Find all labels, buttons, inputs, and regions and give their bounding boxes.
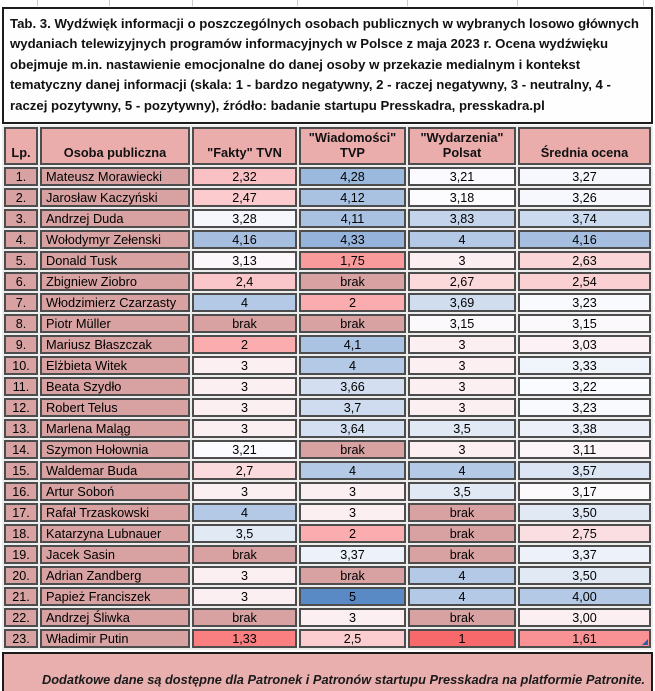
score-cell-wydarzenia: 4: [408, 230, 516, 249]
score-cell-wydarzenia: 3,15: [408, 314, 516, 333]
gridline: [109, 0, 110, 6]
score-cell-wiadomosci: brak: [299, 440, 406, 459]
sentiment-table: [2, 125, 653, 650]
person-name: Robert Telus: [40, 398, 190, 417]
score-cell-fakty: 4: [192, 503, 297, 522]
row-number: 6.: [4, 272, 38, 291]
score-cell-wydarzenia: 3: [408, 251, 516, 270]
row-number: 15.: [4, 461, 38, 480]
score-cell-wydarzenia: 3,5: [408, 482, 516, 501]
table-row: [4, 272, 651, 291]
row-number: 11.: [4, 377, 38, 396]
score-cell-wydarzenia: 3,21: [408, 167, 516, 186]
score-cell-wydarzenia: 1: [408, 629, 516, 648]
row-number: 18.: [4, 524, 38, 543]
score-cell-srednia: 2,75: [518, 524, 651, 543]
row-number: 9.: [4, 335, 38, 354]
score-cell-fakty: 3: [192, 356, 297, 375]
person-name: Zbigniew Ziobro: [40, 272, 190, 291]
score-cell-fakty: 3: [192, 398, 297, 417]
table-row: [4, 167, 651, 186]
col-header-wiadomosci: "Wiadomości" TVP: [299, 127, 406, 165]
score-cell-fakty: 2,47: [192, 188, 297, 207]
score-cell-wydarzenia: 2,67: [408, 272, 516, 291]
person-name: Katarzyna Lubnauer: [40, 524, 190, 543]
person-name: Mateusz Morawiecki: [40, 167, 190, 186]
score-cell-fakty: 3: [192, 566, 297, 585]
person-name: Szymon Hołownia: [40, 440, 190, 459]
table-row: [4, 608, 651, 627]
row-number: 12.: [4, 398, 38, 417]
table-row: [4, 566, 651, 585]
person-name: Beata Szydło: [40, 377, 190, 396]
col-header-wydarzenia: "Wydarzenia" Polsat: [408, 127, 516, 165]
score-cell-fakty: 3: [192, 377, 297, 396]
score-cell-wydarzenia: brak: [408, 503, 516, 522]
table-row: [4, 314, 651, 333]
score-cell-srednia: 3,57: [518, 461, 651, 480]
table-row: [4, 503, 651, 522]
score-cell-srednia: 3,23: [518, 293, 651, 312]
score-cell-srednia: 3,27: [518, 167, 651, 186]
row-number: 3.: [4, 209, 38, 228]
person-name: Rafał Trzaskowski: [40, 503, 190, 522]
row-number: 17.: [4, 503, 38, 522]
score-cell-srednia: 2,63: [518, 251, 651, 270]
score-cell-srednia: 3,03: [518, 335, 651, 354]
person-name: Jacek Sasin: [40, 545, 190, 564]
gridline: [37, 0, 38, 6]
table-row: [4, 209, 651, 228]
row-number: 10.: [4, 356, 38, 375]
row-number: 21.: [4, 587, 38, 606]
score-cell-wiadomosci: 4,12: [299, 188, 406, 207]
score-cell-wiadomosci: 3: [299, 503, 406, 522]
score-cell-wiadomosci: 5: [299, 587, 406, 606]
person-name: Waldemar Buda: [40, 461, 190, 480]
score-cell-wiadomosci: brak: [299, 272, 406, 291]
score-cell-srednia: 3,23: [518, 398, 651, 417]
gridline: [297, 0, 298, 6]
person-name: Marlena Maląg: [40, 419, 190, 438]
spreadsheet-gridline-strip: [0, 0, 655, 7]
score-cell-wiadomosci: 3,66: [299, 377, 406, 396]
score-cell-srednia: 2,54: [518, 272, 651, 291]
footer-note: Dodatkowe dane są dostępne dla Patronek i Patronów startupu Presskadra na platformie Patronite.: [2, 652, 653, 691]
score-cell-wydarzenia: brak: [408, 545, 516, 564]
person-name: Władimir Putin: [40, 629, 190, 648]
score-cell-wydarzenia: 4: [408, 566, 516, 585]
score-cell-fakty: 2: [192, 335, 297, 354]
score-cell-wydarzenia: 3: [408, 440, 516, 459]
score-cell-srednia: 3,33: [518, 356, 651, 375]
score-cell-wydarzenia: 3: [408, 335, 516, 354]
table-row: [4, 356, 651, 375]
person-name: Elżbieta Witek: [40, 356, 190, 375]
score-cell-fakty: brak: [192, 545, 297, 564]
row-number: 13.: [4, 419, 38, 438]
row-number: 19.: [4, 545, 38, 564]
score-cell-wydarzenia: 3: [408, 377, 516, 396]
score-cell-srednia: 3,37: [518, 545, 651, 564]
score-cell-fakty: 3: [192, 482, 297, 501]
score-cell-fakty: brak: [192, 314, 297, 333]
score-cell-srednia: 3,17: [518, 482, 651, 501]
score-cell-fakty: 3,21: [192, 440, 297, 459]
row-number: 20.: [4, 566, 38, 585]
score-cell-wydarzenia: brak: [408, 608, 516, 627]
score-cell-fakty: 2,32: [192, 167, 297, 186]
score-cell-srednia: 4,16: [518, 230, 651, 249]
table-row: [4, 419, 651, 438]
score-cell-fakty: 4,16: [192, 230, 297, 249]
person-name: Andrzej Duda: [40, 209, 190, 228]
table-row: [4, 524, 651, 543]
score-cell-srednia: 3,00: [518, 608, 651, 627]
score-cell-fakty: 1,33: [192, 629, 297, 648]
score-cell-srednia: 3,15: [518, 314, 651, 333]
score-cell-srednia: 3,74: [518, 209, 651, 228]
score-cell-wiadomosci: brak: [299, 566, 406, 585]
score-cell-wiadomosci: 4,11: [299, 209, 406, 228]
gridline: [517, 0, 518, 6]
person-name: Wołodymyr Zełenski: [40, 230, 190, 249]
row-number: 1.: [4, 167, 38, 186]
score-cell-wiadomosci: 1,75: [299, 251, 406, 270]
score-cell-wydarzenia: 4: [408, 461, 516, 480]
comment-marker-icon: [642, 639, 648, 645]
table-row: [4, 293, 651, 312]
score-cell-srednia: 3,26: [518, 188, 651, 207]
col-header-name: Osoba publiczna: [40, 127, 190, 165]
score-cell-wiadomosci: 3,64: [299, 419, 406, 438]
score-cell-wiadomosci: 2: [299, 524, 406, 543]
score-cell-wiadomosci: brak: [299, 314, 406, 333]
table-row: [4, 377, 651, 396]
person-name: Artur Soboń: [40, 482, 190, 501]
header-row: [4, 127, 651, 165]
score-cell-wiadomosci: 2,5: [299, 629, 406, 648]
score-cell-srednia: 3,50: [518, 503, 651, 522]
score-cell-fakty: 3,5: [192, 524, 297, 543]
table-row: [4, 188, 651, 207]
person-name: Mariusz Błaszczak: [40, 335, 190, 354]
score-cell-fakty: 3: [192, 419, 297, 438]
score-cell-srednia: 4,00: [518, 587, 651, 606]
table-row: [4, 587, 651, 606]
person-name: Andrzej Śliwka: [40, 608, 190, 627]
row-number: 16.: [4, 482, 38, 501]
row-number: 2.: [4, 188, 38, 207]
score-cell-wydarzenia: 3,83: [408, 209, 516, 228]
table-row: [4, 461, 651, 480]
person-name: Papież Franciszek: [40, 587, 190, 606]
score-cell-wiadomosci: 4,1: [299, 335, 406, 354]
score-cell-fakty: 3,28: [192, 209, 297, 228]
score-cell-srednia: 3,50: [518, 566, 651, 585]
row-number: 23.: [4, 629, 38, 648]
score-cell-wiadomosci: 3,37: [299, 545, 406, 564]
score-cell-wiadomosci: 2: [299, 293, 406, 312]
score-cell-fakty: 4: [192, 293, 297, 312]
score-cell-wiadomosci: 3,7: [299, 398, 406, 417]
person-name: Włodzimierz Czarzasty: [40, 293, 190, 312]
table-row: [4, 629, 651, 648]
person-name: Donald Tusk: [40, 251, 190, 270]
table-row: [4, 251, 651, 270]
row-number: 7.: [4, 293, 38, 312]
col-header-srednia: Średnia ocena: [518, 127, 651, 165]
score-cell-srednia: 3,38: [518, 419, 651, 438]
col-header-fakty: "Fakty" TVN: [192, 127, 297, 165]
score-cell-wydarzenia: 4: [408, 587, 516, 606]
score-cell-srednia: 1,61: [518, 629, 651, 648]
score-cell-fakty: 2,7: [192, 461, 297, 480]
row-number: 5.: [4, 251, 38, 270]
score-cell-srednia: 3,11: [518, 440, 651, 459]
gridline: [407, 0, 408, 6]
table-body: [4, 167, 651, 648]
score-cell-srednia: 3,22: [518, 377, 651, 396]
score-cell-wiadomosci: 3: [299, 482, 406, 501]
score-cell-wydarzenia: 3,69: [408, 293, 516, 312]
row-number: 14.: [4, 440, 38, 459]
score-cell-wiadomosci: 3: [299, 608, 406, 627]
score-cell-wydarzenia: 3,5: [408, 419, 516, 438]
table-row: [4, 398, 651, 417]
table-row: [4, 440, 651, 459]
score-cell-fakty: 2,4: [192, 272, 297, 291]
score-cell-wiadomosci: 4: [299, 356, 406, 375]
row-number: 8.: [4, 314, 38, 333]
table-row: [4, 335, 651, 354]
gridline: [643, 0, 644, 6]
score-cell-fakty: brak: [192, 608, 297, 627]
table-row: [4, 545, 651, 564]
score-cell-wiadomosci: 4: [299, 461, 406, 480]
score-cell-wydarzenia: 3,18: [408, 188, 516, 207]
score-cell-wydarzenia: 3: [408, 356, 516, 375]
row-number: 4.: [4, 230, 38, 249]
score-cell-wiadomosci: 4,28: [299, 167, 406, 186]
score-cell-wydarzenia: brak: [408, 524, 516, 543]
person-name: Adrian Zandberg: [40, 566, 190, 585]
row-number: 22.: [4, 608, 38, 627]
table-row: [4, 482, 651, 501]
person-name: Jarosław Kaczyński: [40, 188, 190, 207]
score-cell-fakty: 3: [192, 587, 297, 606]
gridline: [192, 0, 193, 6]
score-cell-wydarzenia: 3: [408, 398, 516, 417]
score-cell-fakty: 3,13: [192, 251, 297, 270]
col-header-lp: Lp.: [4, 127, 38, 165]
score-cell-wiadomosci: 4,33: [299, 230, 406, 249]
table-caption: Tab. 3. Wydźwięk informacji o poszczególnych osobach publicznych w wybranych losowo głównych wydaniach telewizyjnych programów informacyjnych w Polsce z maja 2023 r. Ocena wydźwięku obejmuje m.in. nastawienie emocjonalne do danej osoby w przekazie medialnym i kontekst tematyczny danej informacji (skala: 1 - bardzo negatywny, 2 - raczej negatywny, 3 - neutralny, 4 - raczej pozytywny, 5 - pozytywny), źródło: badanie startupu Presskadra, presskadra.pl: [2, 7, 653, 124]
person-name: Piotr Müller: [40, 314, 190, 333]
table-row: [4, 230, 651, 249]
